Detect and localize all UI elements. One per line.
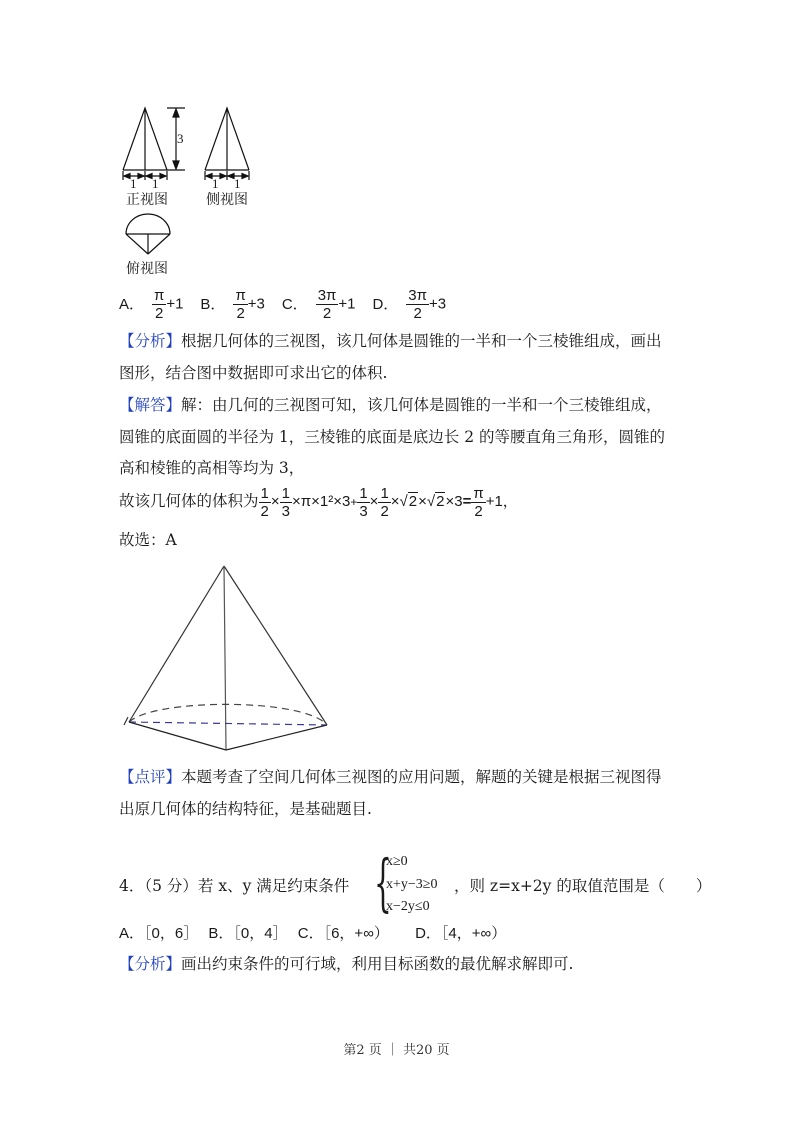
side-view-caption: 侧视图 [206,192,248,208]
q4-option-d[interactable]: D．［4，+∞） [415,925,507,942]
q3-option-a[interactable]: A． $\frac{\pi}{2}$ +1 [119,287,184,322]
fraction-1-2b: $\frac{1}{2}$ [380,484,389,520]
side-view [205,108,249,180]
fraction-result: $\frac{\pi}{2}$ [473,484,484,520]
sqrt-2: √2 [399,493,418,510]
q3-volume-formula: 故该几何体的体积为 $\frac{1}{2}$ × $\frac{1}{3}$ ×π×1²×3+ $\frac{1}{3}$ × $\frac{1}{2}$ ×√2×√2×3= $\frac{\pi}{2}$ +1， [119,481,518,522]
fraction-1-2: $\frac{1}{2}$ [260,484,269,520]
q3-comment-line-1: 【点评】本题考查了空间几何体三视图的应用问题，解题的关键是根据三视图得 [119,768,662,786]
top-view [120,210,180,258]
constraint-3: x−2y≤0 [386,899,430,914]
height-label: 3 [177,131,184,146]
q3-analysis-line-2: 图形，结合图中数据即可求出它的体积. [119,364,388,382]
side-base-label-right: 1 [234,176,241,191]
q4-option-b[interactable]: B．［0，4］ [208,925,288,942]
side-base-label-left: 1 [212,176,219,191]
q3-option-c[interactable]: C． $\frac{3\pi}{2}$ +1 [281,287,356,322]
constraint-2: x+y−3≥0 [386,877,438,892]
front-base-label-left: 1 [130,176,137,191]
top-view-caption: 俯视图 [126,261,168,277]
left-brace-icon: { [374,846,392,919]
q3-option-d[interactable]: D． $\frac{3\pi}{2}$ +3 [372,287,447,322]
q3-comment-line-2: 出原几何体的结构特征，是基础题目. [119,800,372,818]
q3-analysis-line-1: 【分析】根据几何体的三视图，该几何体是圆锥的一半和一个三棱锥组成，画出 [119,332,662,350]
fraction-1-3b: $\frac{1}{3}$ [359,484,368,520]
solution-tag: 【解答】 [119,396,182,414]
q4-option-a[interactable]: A．［0，6］ [119,925,199,942]
q3-answer: 故选：A [119,531,177,549]
q3-options [119,287,458,322]
q4-stem-suffix: ，则 z=x+2y 的取值范围是（ ） [454,877,712,895]
q3-solution-line-2: 圆锥的底面圆的半径为 1，三棱锥的底面是底边长 2 的等腰直角三角形，圆锥的 [119,428,666,446]
front-base-label-right: 1 [152,176,159,191]
front-view-caption: 正视图 [126,192,168,208]
sqrt-2b: √2 [426,493,445,510]
solid-figure [115,558,345,758]
constraint-1: x≥0 [386,854,408,869]
comment-tag: 【点评】 [119,768,182,786]
analysis-tag: 【分析】 [119,955,182,973]
q3-solution-line-1: 【解答】解：由几何的三视图可知，该几何体是圆锥的一半和一个三棱锥组成， [119,396,662,414]
q3-solution-line-3: 高和棱锥的高相等均为 3， [119,459,305,477]
q4-stem-prefix: 4．（5 分）若 x、y 满足约束条件 [119,877,350,895]
fraction-1-3: $\frac{1}{3}$ [281,484,290,520]
q4-option-c[interactable]: C．［6，+∞） [297,925,389,942]
analysis-tag: 【分析】 [119,332,182,350]
page-footer: 第2 页 ｜ 共20 页 [343,1043,450,1058]
q4-options [119,924,506,944]
front-view [123,108,185,180]
q4-analysis: 【分析】画出约束条件的可行域，利用目标函数的最优解求解即可. [119,955,574,973]
q3-option-b[interactable]: B． $\frac{\pi}{2}$ +3 [200,287,265,322]
